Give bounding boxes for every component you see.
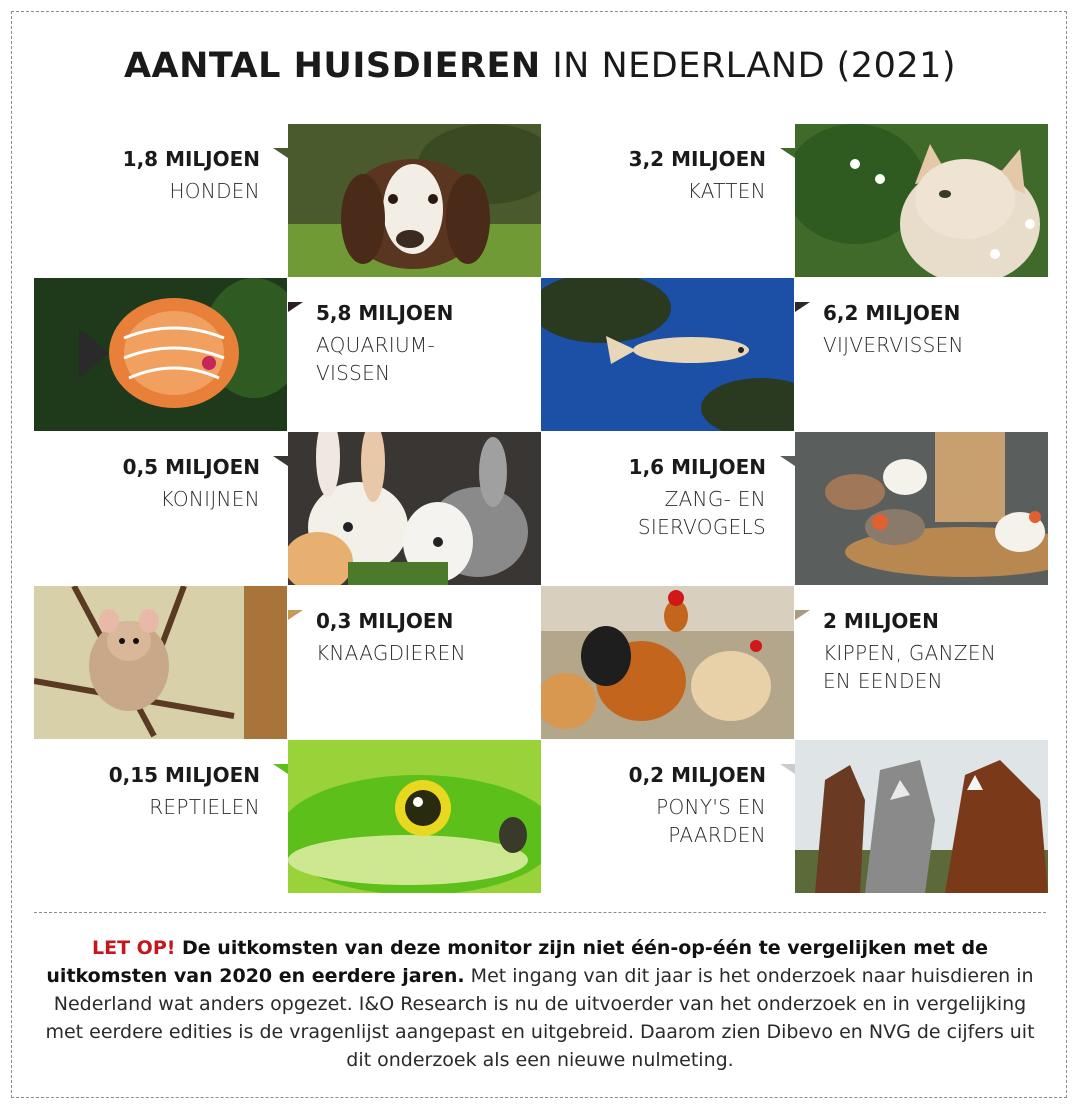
horses-photo	[795, 740, 1048, 893]
pet-label-poultry	[823, 608, 1053, 695]
koi-fish-photo	[541, 278, 794, 431]
pet-name: VIJVERVISSEN	[823, 333, 964, 357]
pet-name: AQUARIUM- VISSEN	[316, 333, 435, 385]
pet-amount: 0,5 MILJOEN	[122, 455, 260, 479]
aquarium-fish-photo	[34, 278, 287, 431]
pet-name: REPTIELEN	[149, 795, 260, 819]
mouse-photo	[34, 586, 287, 739]
pet-label-koi	[823, 300, 1053, 359]
dog-photo	[288, 124, 541, 277]
pet-name: KATTEN	[687, 179, 766, 203]
pet-amount: 6,2 MILJOEN	[823, 301, 961, 325]
pet-amount: 0,15 MILJOEN	[108, 763, 260, 787]
pet-amount: 0,2 MILJOEN	[628, 763, 766, 787]
pet-amount: 3,2 MILJOEN	[628, 147, 766, 171]
lizard-photo	[288, 740, 541, 893]
label-pointer	[273, 148, 288, 158]
pet-label-horses	[536, 762, 766, 849]
label-pointer	[780, 148, 795, 158]
pet-label-aquarium-fish	[316, 300, 546, 387]
label-pointer	[795, 610, 810, 620]
pet-name: PONY'S EN PAARDEN	[656, 795, 766, 847]
note-body: Met ingang van dit jaar is het onderzoek naar huisdieren in Nederland wat anders opgezet. I&O Research is nu de uitvoerder van het onderzoek en in vergelijking met eerdere edities is de vragenlijst aangepast en uitgebreid. Daarom zien Dibevo en NVG de cijfers uit dit onderzoek als een nieuwe nulmeting.	[45, 965, 1035, 1071]
pet-label-rabbits	[30, 454, 260, 513]
birds-photo	[795, 432, 1048, 585]
pet-amount: 2 MILJOEN	[823, 609, 939, 633]
pet-amount: 5,8 MILJOEN	[316, 301, 454, 325]
label-pointer	[288, 610, 303, 620]
label-pointer	[288, 302, 303, 312]
pet-amount: 1,6 MILJOEN	[628, 455, 766, 479]
pet-label-cats	[536, 146, 766, 205]
pet-label-rodents	[316, 608, 546, 667]
pet-name: KNAAGDIEREN	[316, 641, 466, 665]
note-alert: LET OP!	[92, 937, 176, 959]
pet-amount: 0,3 MILJOEN	[316, 609, 454, 633]
pet-name: KONIJNEN	[160, 487, 260, 511]
label-pointer	[780, 764, 795, 774]
pet-name: HONDEN	[169, 179, 260, 203]
title-bold: AANTAL HUISDIEREN	[123, 46, 541, 86]
pet-amount: 1,8 MILJOEN	[122, 147, 260, 171]
pet-name: KIPPEN, GANZEN EN EENDEN	[823, 641, 997, 693]
pet-label-birds	[536, 454, 766, 541]
divider	[34, 912, 1046, 913]
label-pointer	[273, 456, 288, 466]
label-pointer	[780, 456, 795, 466]
note-strong: De uitkomsten van deze monitor zijn niet één-op-één te vergelijken met de uitkomsten van 2020 en eerdere jaren.	[46, 937, 988, 987]
pet-label-dogs	[30, 146, 260, 205]
disclaimer-note	[40, 934, 1040, 1074]
rabbits-photo	[288, 432, 541, 585]
chickens-photo	[541, 586, 794, 739]
label-pointer	[795, 302, 810, 312]
cat-photo	[795, 124, 1048, 277]
pet-label-reptiles	[30, 762, 260, 821]
title-light: IN NEDERLAND (2021)	[540, 46, 957, 86]
page-title	[0, 44, 1080, 88]
pet-name: ZANG- EN SIERVOGELS	[637, 487, 766, 539]
label-pointer	[273, 764, 288, 774]
